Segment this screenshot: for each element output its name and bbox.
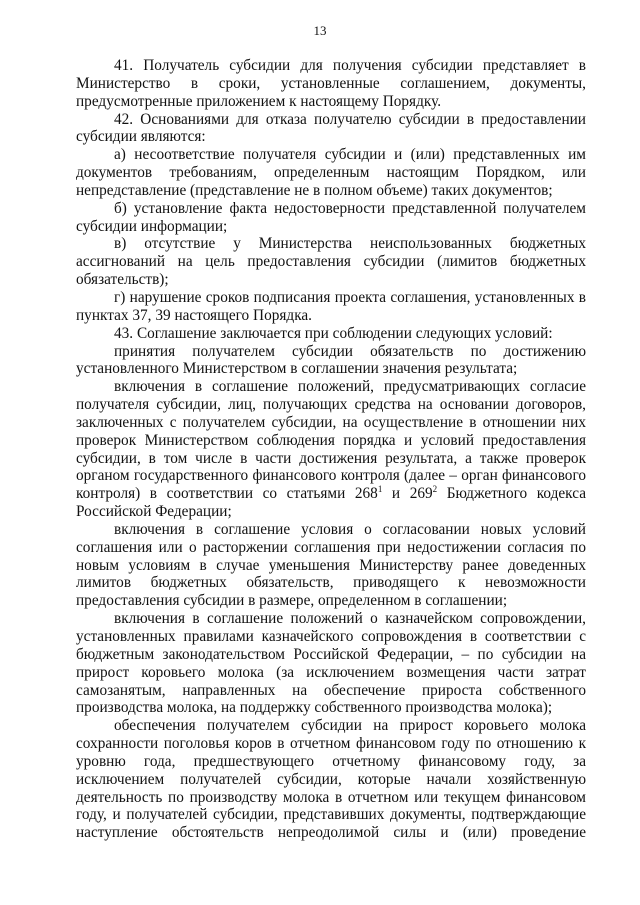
condition-audit-consent-text-after: Бюджетного кодекса Российской Федерации; [76,485,587,521]
condition-new-terms-agreement: включения в соглашение условия о согласовании новых условий соглашения или о расторжении соглашения при недостижении согласия по новым условиям в случае уменьшения Министерству ранее доведенных лимитов бюджетных обязательств, приводящего к невозможности предоставления субсидии в размере, определенном в соглашении; [76,520,586,610]
paragraph-42-item-g: г) нарушение сроков подписания проекта соглашения, установленных в пунктах 37, 39 настоящего Порядка. [76,288,586,324]
page-number: 13 [313,23,327,38]
paragraph-42-item-a: а) несоответствие получателя субсидии и (или) представленных им документов требованиям, определенным настоящим Порядком, или непредставление (представление не в полном объеме) таких документов; [76,146,586,199]
paragraph-43: 43. Соглашение заключается при соблюдении следующих условий: [114,324,553,342]
condition-herd-preservation: обеспечения получателем субсидии на прирост коровьего молока сохранности поголовья коров в отчетном финансовом году по отношению к уровню года, предшествующего отчетному финансовому году, за исключением получателей субсидии, которые начали хозяйственную деятельность по производству молока в отчетном или текущем финансовом году, и получателей субсидии, представивших документы, подтверждающие наступление обстоятельств непреодолимой силы и (или) проведение [76,717,586,842]
condition-audit-consent-text-middle: и 269 [382,485,433,503]
paragraph-42: 42. Основаниями для отказа получателю субсидии в предоставлении субсидии являются: [76,110,586,146]
footnote-superscript-2: 2 [432,484,438,495]
condition-audit-consent [76,378,586,521]
paragraph-42-item-v: в) отсутствие у Министерства неиспользованных бюджетных ассигнований на цель предоставления субсидии (лимитов бюджетных обязательств); [76,235,586,289]
condition-treasury-support: включения в соглашение положений о казначейском сопровождении, установленных правилами казначейского сопровождения в соответствии с бюджетным законодательством Российской Федерации, – по субсидии на прирост коровьего молока (за исключением возмещения части затрат самозанятым, направленных на обеспечение прироста собственного производства молока, на поддержку собственного производства молока); [76,610,586,717]
paragraph-41: 41. Получатель субсидии для получения субсидии представляет в Министерство в сроки, установленные соглашением, документы, предусмотренные приложением к настоящему Порядку. [76,57,586,110]
footnote-superscript-1: 1 [377,484,383,495]
document-body [76,57,586,842]
condition-audit-consent-text-before: включения в соглашение положений, предусматривающих согласие получателя субсидии, лиц, получающих средства на основании договоров, заключенных с получателем субсидии, на осуществление в отношении них проверок Министерством соблюдения порядка и условий предоставления субсидии, в том числе в части достижения результата, а также проверок органом государственного финансового контроля (далее – орган финансового контроля) в соответствии со статьями 268 [76,378,586,503]
paragraph-42-item-b: б) установление факта недостоверности представленной получателем субсидии информации; [76,199,586,235]
condition-result-obligation: принятия получателем субсидии обязательств по достижению установленного Министерством в соглашении значения результата; [76,342,586,378]
